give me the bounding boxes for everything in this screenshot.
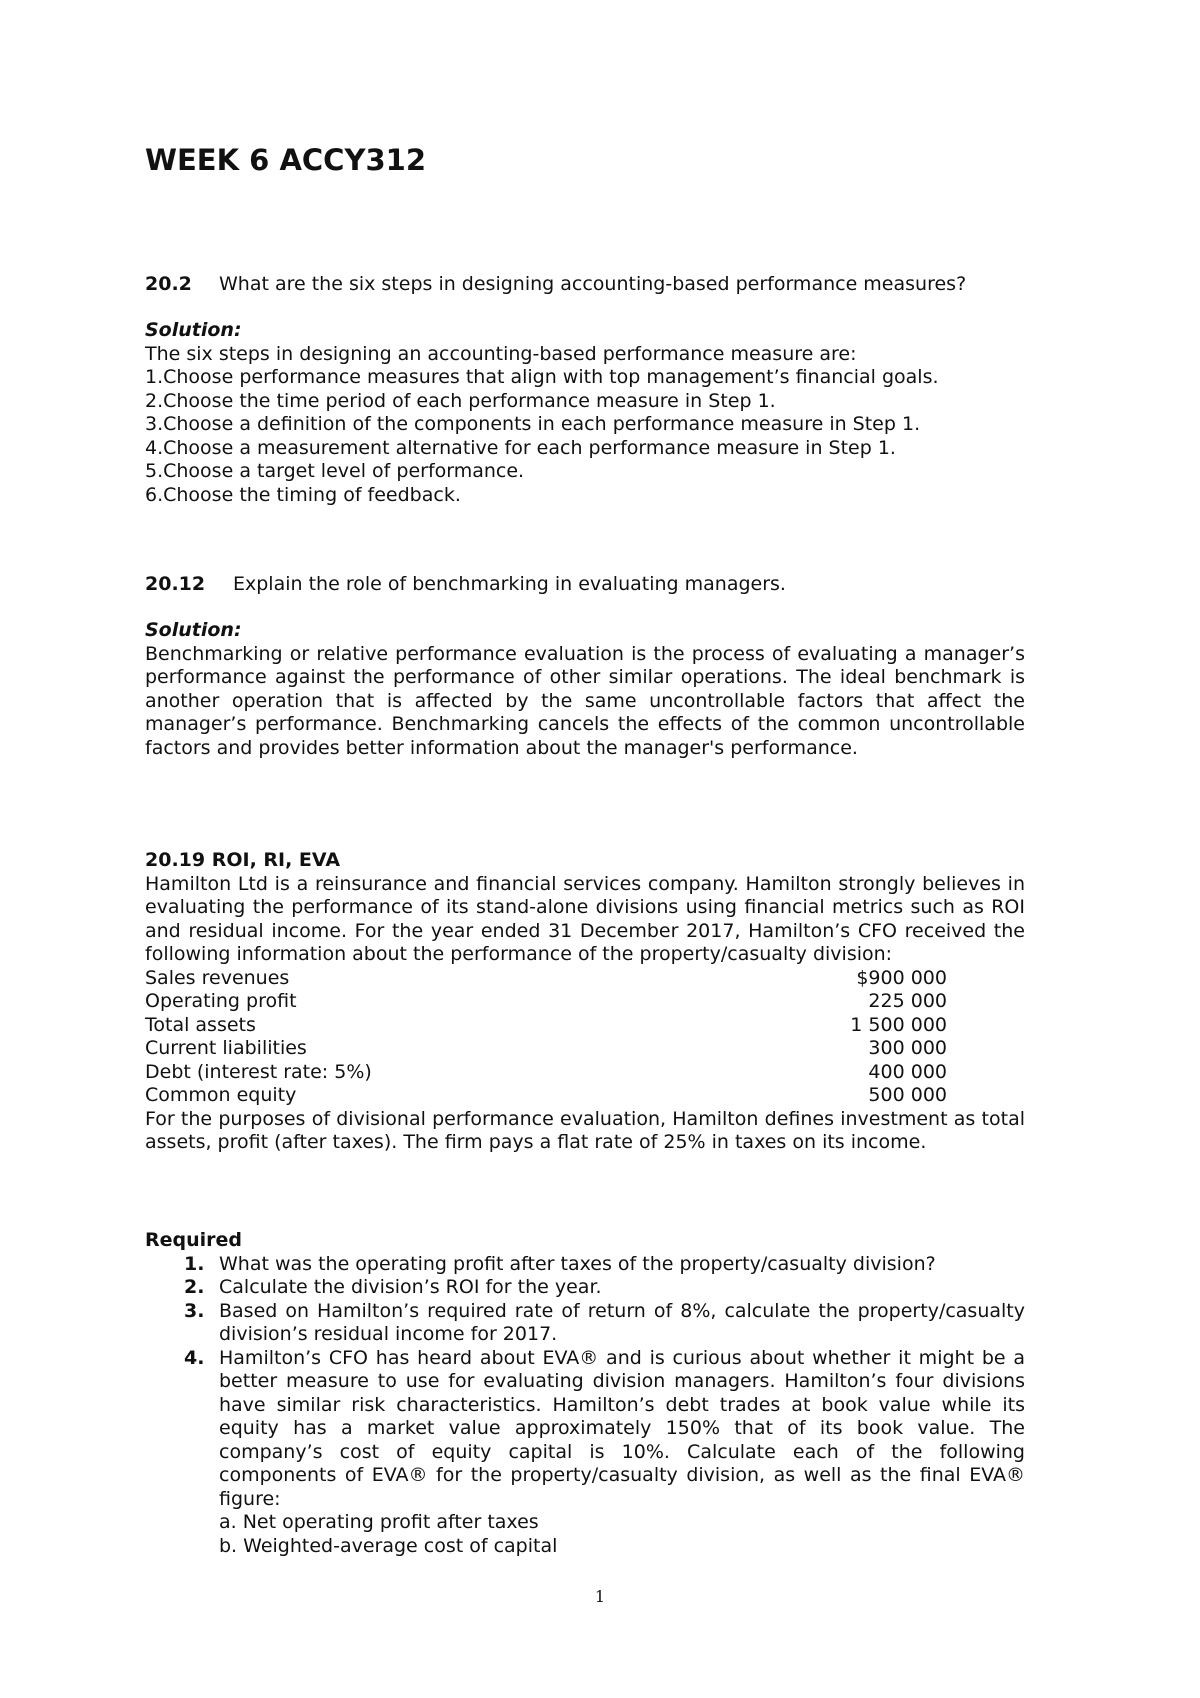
financial-value: 1 500 000	[850, 1013, 947, 1036]
question-20-12	[145, 573, 1025, 597]
sub-item: b. Weighted-average cost of capital	[219, 1534, 558, 1557]
financial-label: Common equity	[145, 1084, 297, 1106]
item-number: 4.	[184, 1346, 205, 1369]
question-number: 20.2	[145, 273, 192, 295]
required-item	[145, 1253, 1025, 1277]
item-number: 3.	[184, 1299, 205, 1322]
solution-text: Benchmarking or relative performance evaluation is the process of evaluating a manager’s performance against the performance of other similar operations. The ideal benchmark is another operation that is affected by the same uncontrollable factors that affect the manager’s performance. Benchmarking cancels the effects of the common uncontrollable factors and provides better information about the manager's performance.	[145, 642, 1025, 759]
required-item	[145, 1300, 1025, 1347]
step-item: 3.Choose a definition of the components in each performance measure in Step 1.	[145, 413, 921, 435]
financial-label: Debt (interest rate: 5%)	[145, 1060, 372, 1083]
financial-row	[145, 1037, 1025, 1061]
financial-value: 500 000	[868, 1084, 947, 1106]
financial-label: Operating profit	[145, 990, 297, 1012]
step-item: 2.Choose the time period of each performance measure in Step 1.	[145, 389, 776, 412]
solution-heading: Solution:	[145, 619, 242, 641]
question-heading: 20.19 ROI, RI, EVA	[145, 849, 341, 871]
solution-20-12	[145, 619, 1025, 760]
step-item: 6.Choose the timing of feedback.	[145, 483, 461, 506]
question-number: 20.12	[145, 573, 206, 595]
financial-row	[145, 1014, 1025, 1038]
financial-value: 400 000	[868, 1060, 947, 1083]
required-list	[145, 1253, 1025, 1559]
document-title: WEEK 6 ACCY312	[145, 143, 426, 177]
item-text: Hamilton’s CFO has heard about EVA® and is curious about whether it might be a better measure to use for evaluating division managers. Hamilton’s four divisions have similar risk characteristics. Hamilton’s debt trades at book value while its equity has a market value approximately 150% that of its book value. The company’s cost of equity capital is 10%. Calculate each of the following components of EVA® for the property/casualty division, as well as the final EVA® figure:	[219, 1346, 1025, 1510]
required-section	[145, 1229, 1025, 1558]
item-text: What was the operating profit after taxes of the property/casualty division?	[219, 1252, 936, 1275]
item-number: 1.	[184, 1252, 205, 1275]
question-20-2	[145, 273, 1025, 297]
financial-row	[145, 990, 1025, 1014]
required-item	[145, 1276, 1025, 1300]
solution-20-2	[145, 319, 1025, 507]
financial-value: 300 000	[868, 1037, 947, 1059]
step-item: 4.Choose a measurement alternative for each performance measure in Step 1.	[145, 436, 896, 459]
page-number: 1	[594, 1587, 606, 1606]
financial-label: Current liabilities	[145, 1037, 307, 1059]
required-heading: Required	[145, 1229, 243, 1251]
question-outro: For the purposes of divisional performance evaluation, Hamilton defines investment as total assets, profit (after taxes). The firm pays a flat rate of 25% in taxes on its income.	[145, 1107, 1025, 1153]
sub-item: a. Net operating profit after taxes	[219, 1511, 539, 1533]
financial-label: Sales revenues	[145, 966, 290, 989]
question-text: What are the six steps in designing accounting-based performance measures?	[219, 273, 967, 295]
solution-heading: Solution:	[145, 319, 242, 341]
financial-row	[145, 967, 1025, 991]
financial-value: 225 000	[868, 990, 947, 1012]
item-text: Calculate the division’s ROI for the year.	[219, 1276, 602, 1298]
required-item	[145, 1347, 1025, 1559]
financial-value: $900 000	[856, 966, 947, 989]
financial-row	[145, 1084, 1025, 1108]
question-20-19	[145, 849, 1025, 1155]
financial-row	[145, 1061, 1025, 1085]
item-number: 2.	[184, 1276, 205, 1298]
solution-intro: The six steps in designing an accounting-based performance measure are:	[145, 342, 857, 365]
step-item: 5.Choose a target level of performance.	[145, 460, 525, 482]
financial-label: Total assets	[145, 1013, 256, 1036]
question-intro: Hamilton Ltd is a reinsurance and financial services company. Hamilton strongly believes in evaluating the performance of its stand-alone divisions using financial metrics such as ROI and residual income. For the year ended 31 December 2017, Hamilton’s CFO received the following information about the performance of the property/casualty division:	[145, 872, 1025, 965]
financial-table	[145, 967, 1025, 1108]
item-text: Based on Hamilton’s required rate of return of 8%, calculate the property/casualty division’s residual income for 2017.	[219, 1299, 1025, 1345]
step-item: 1.Choose performance measures that align with top management’s financial goals.	[145, 366, 939, 388]
question-text: Explain the role of benchmarking in evaluating managers.	[233, 573, 786, 595]
